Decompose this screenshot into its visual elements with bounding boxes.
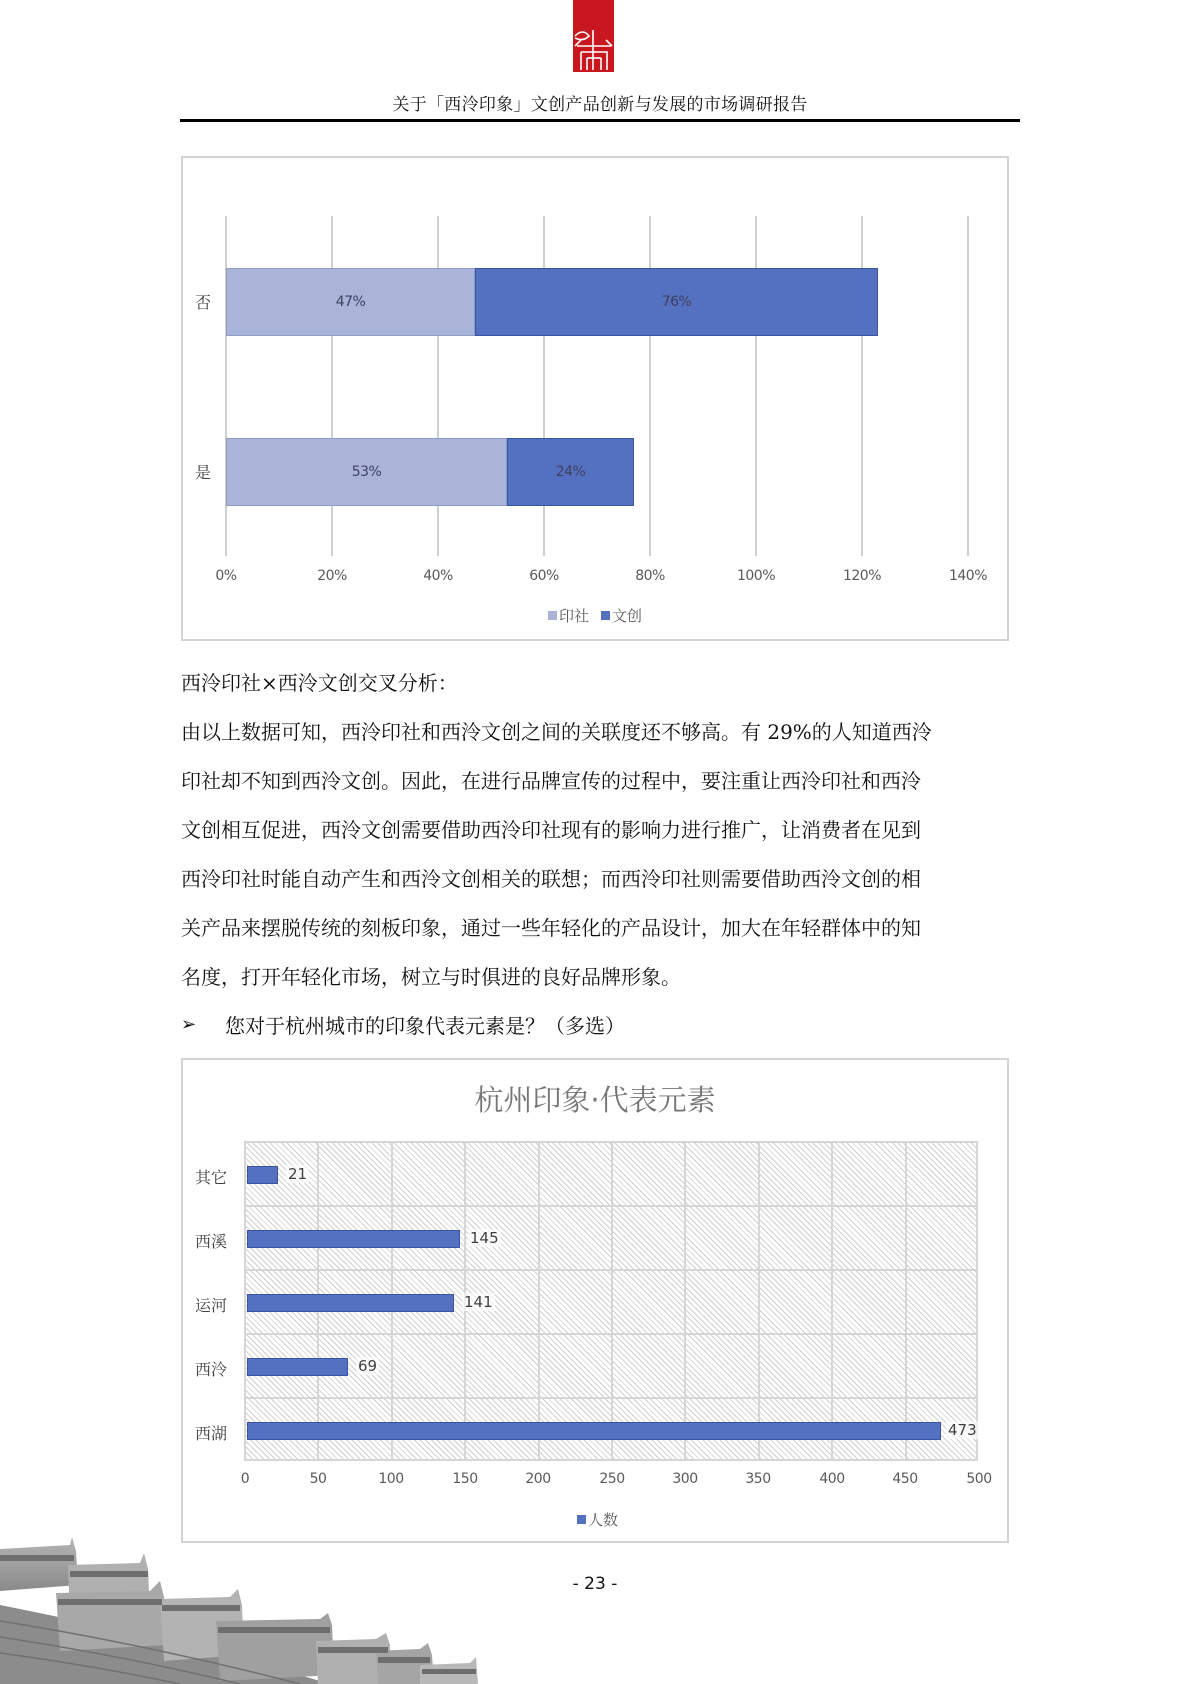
gridline [611,1143,613,1459]
chart-legend [548,605,642,626]
x-tick-label: 60% [529,568,559,584]
legend-label: 人数 [588,1511,619,1529]
analysis-line: 印社却不知到西泠文创。因此，在进行品牌宣传的过程中，要注重让西泠印社和西泠 [181,769,921,793]
gridline [246,1397,976,1399]
bar-xiling [247,1358,348,1376]
gridline [861,216,863,556]
analysis-line: 由以上数据可知，西泠印社和西泠文创之间的关联度还不够高。有 29%的人知道西泠 [181,720,932,744]
x-tick-label: 100 [378,1471,404,1487]
x-tick-label: 400 [819,1471,845,1487]
category-label: 否 [195,293,212,312]
category-label: 西泠 [195,1360,228,1379]
analysis-line: 文创相互促进，西泠文创需要借助西泠印社现有的影响力进行推广，让消费者在见到 [181,818,921,842]
gridline [905,1143,907,1459]
data-label: 69 [358,1357,378,1375]
x-tick-label: 300 [672,1471,698,1487]
gridline [246,1269,976,1271]
legend-item-wenchuang [601,605,642,626]
bar-xixi [247,1230,460,1248]
analysis-section [181,659,1011,1002]
analysis-line: 西泠印社时能自动产生和西泠文创相关的联想；而西泠印社则需要借助西泠文创的相 [181,867,921,891]
data-label: 76% [661,294,692,310]
plot-area [244,1141,978,1461]
survey-question [181,1010,625,1039]
gridline [831,1143,833,1459]
legend-item-yinshe [548,605,589,626]
bar-qita [247,1166,278,1184]
data-label: 24% [555,464,586,480]
question-text: 您对于杭州城市的印象代表元素是？（多选） [225,1014,625,1038]
legend-item-renshu [577,1509,618,1530]
legend-swatch-icon [548,611,557,620]
gridline [649,216,651,556]
gridline [755,216,757,556]
bar-segment-wenchuang [475,268,878,336]
x-tick-label: 50 [309,1471,327,1487]
data-label: 21 [288,1165,308,1183]
bar-segment-yinshe [226,268,475,336]
data-label: 141 [464,1293,493,1311]
category-label: 西湖 [195,1424,228,1443]
building-illustration-icon [0,1525,480,1684]
gridline [684,1143,686,1459]
x-tick-label: 250 [599,1471,625,1487]
x-tick-label: 450 [892,1471,918,1487]
data-label: 145 [470,1229,499,1247]
gridline [758,1143,760,1459]
x-tick-label: 40% [423,568,453,584]
analysis-line: 关产品来摆脱传统的刻板印象，通过一些年轻化的产品设计，加大在年轻群体中的知 [181,916,921,940]
bar-xihu [247,1422,941,1440]
x-tick-label: 120% [842,568,882,584]
chart-stacked-bar [181,156,1009,641]
category-label: 西溪 [195,1232,228,1251]
x-tick-label: 350 [745,1471,771,1487]
bar-yunhe [247,1294,454,1312]
x-tick-label: 100% [736,568,776,584]
seal-logo-icon [573,0,614,72]
chart-title: 杭州印象·代表元素 [474,1083,716,1117]
category-label: 其它 [195,1168,228,1187]
x-tick-label: 20% [317,568,347,584]
analysis-line: 名度，打开年轻化市场，树立与时俱进的良好品牌形象。 [181,965,681,989]
x-tick-label: 0% [215,568,237,584]
legend-label: 文创 [612,607,643,625]
x-tick-label: 140% [948,568,988,584]
gridline [246,1333,976,1335]
x-tick-label: 500 [966,1471,992,1487]
gridline [538,1143,540,1459]
bar-segment-yinshe [226,438,507,506]
data-label: 53% [351,464,382,480]
data-label: 47% [335,294,366,310]
legend-label: 印社 [559,607,590,625]
header-rule [180,119,1020,122]
bar-segment-wenchuang [507,438,634,506]
chart-hangzhou-elements [181,1058,1009,1543]
chart-legend [577,1509,618,1530]
running-header: 关于「西泠印象」文创产品创新与发展的市场调研报告 [392,95,808,115]
legend-swatch-icon [577,1515,586,1524]
x-tick-label: 0 [240,1471,250,1487]
gridline [246,1205,976,1207]
data-label: 473 [948,1421,977,1439]
category-label: 是 [195,463,212,482]
arrow-bullet-icon: ➢ [181,1014,197,1035]
x-tick-label: 80% [635,568,665,584]
legend-swatch-icon [601,611,610,620]
analysis-heading: 西泠印社×西泠文创交叉分析： [181,671,458,695]
category-label: 运河 [195,1296,228,1315]
gridline [967,216,969,556]
x-tick-label: 150 [452,1471,478,1487]
x-tick-label: 200 [525,1471,551,1487]
page-number: - 23 - [572,1574,618,1594]
